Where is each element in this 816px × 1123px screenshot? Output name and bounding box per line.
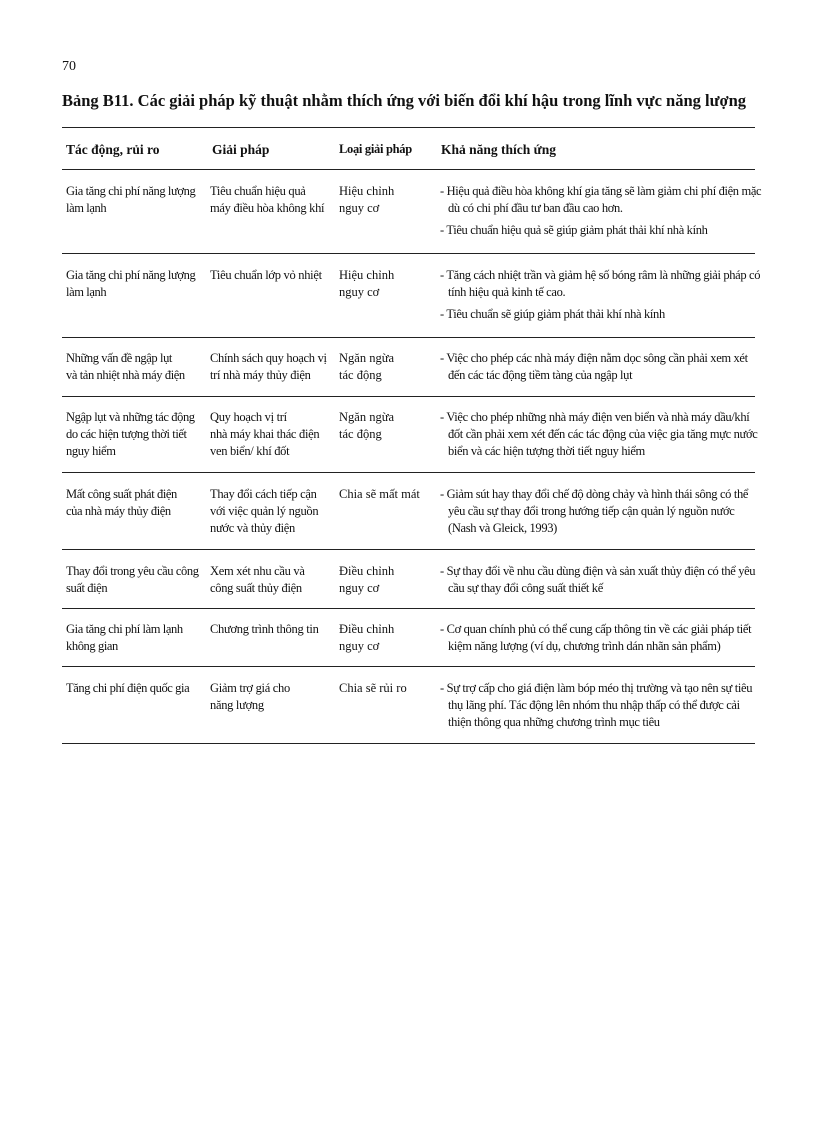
- cell-line: nước và thủy điện: [210, 521, 296, 535]
- cell-line: ven biển/ khí đốt: [210, 444, 290, 458]
- row-5-impact: [66, 486, 208, 520]
- row-3-type: [339, 350, 435, 384]
- row-4-type: [339, 409, 435, 443]
- cell-line: Thay đổi cách tiếp cận: [210, 487, 317, 501]
- cell-line: tác động: [339, 427, 382, 441]
- cell-line: Gia tăng chi phí năng lượng: [66, 268, 196, 282]
- row-3-impact: [66, 350, 208, 384]
- cell-line: Ngăn ngừa: [339, 410, 395, 424]
- capacity-item: - Giảm sút hay thay đổi chế độ dòng chảy và hình thái sông có thể yêu cầu sự thay đổi trong hướng tiếp cận quản lý nguồn nước (Nash và Gleick, 1993): [440, 487, 749, 535]
- row-8-solution: [210, 680, 338, 714]
- cell-line: Chia sẽ mất mát: [339, 487, 420, 501]
- row-5-capacity: [440, 486, 765, 542]
- row-2-type: [339, 267, 435, 301]
- row-3-capacity: [440, 350, 765, 389]
- row-4-solution: [210, 409, 338, 460]
- cell-line: Tiêu chuẩn hiệu quả: [210, 184, 306, 198]
- capacity-item: - Tăng cách nhiệt trần và giảm hệ số bóng râm là những giải pháp có tính hiệu quả kinh tế cao.: [440, 268, 761, 299]
- cell-line: do các hiện tượng thời tiết: [66, 427, 187, 441]
- capacity-item: - Cơ quan chính phủ có thể cung cấp thông tin về các giải pháp tiết kiệm năng lượng (ví dụ, chương trình dán nhãn sản phẩm): [440, 622, 752, 653]
- cell-line: làm lạnh: [66, 201, 107, 215]
- row-rule: [62, 253, 755, 254]
- row-rule: [62, 549, 755, 550]
- row-rule: [62, 666, 755, 667]
- header-impact: Tác động, rủi ro: [66, 142, 160, 157]
- row-rule: [62, 472, 755, 473]
- cell-line: Mất công suất phát điện: [66, 487, 177, 501]
- header-solution: Giải pháp: [212, 142, 270, 157]
- row-8-type: [339, 680, 435, 697]
- cell-line: tác động: [339, 368, 382, 382]
- cell-line: Hiệu chỉnh: [339, 184, 395, 198]
- cell-line: của nhà máy thủy điện: [66, 504, 171, 518]
- cell-line: và tản nhiệt nhà máy điện: [66, 368, 185, 382]
- row-rule: [62, 396, 755, 397]
- capacity-item: - Sự trợ cấp cho giá điện làm bóp méo thị trường và tạo nên sự tiêu thụ lãng phí. Tác động lên nhóm thu nhập thấp có thể được cải thiện thông qua những chương trình mục tiêu: [440, 681, 753, 729]
- cell-line: nguy cơ: [339, 201, 380, 215]
- capacity-item: - Hiệu quả điều hòa không khí gia tăng sẽ làm giảm chi phí điện mặc dù có chi phí đầu tư ban đầu cao hơn.: [440, 184, 762, 215]
- cell-line: công suất thủy điện: [210, 581, 302, 595]
- row-2-impact: [66, 267, 208, 301]
- row-6-capacity: [440, 563, 765, 602]
- cell-line: Ngăn ngừa: [339, 351, 395, 365]
- cell-line: Gia tăng chi phí năng lượng: [66, 184, 196, 198]
- header-capacity: Khả năng thích ứng: [441, 142, 557, 157]
- row-1-capacity: [440, 183, 765, 244]
- row-7-solution: [210, 621, 338, 638]
- row-4-capacity: [440, 409, 765, 465]
- cell-line: Gia tăng chi phí làm lạnh: [66, 622, 183, 636]
- cell-line: Hiệu chỉnh: [339, 268, 395, 282]
- cell-line: máy điều hòa không khí: [210, 201, 325, 215]
- row-6-impact: [66, 563, 208, 597]
- row-2-solution: [210, 267, 338, 284]
- cell-line: trí nhà máy thủy điện: [210, 368, 311, 382]
- row-rule: [62, 608, 755, 609]
- row-3-solution: [210, 350, 338, 384]
- row-2-capacity: [440, 267, 765, 328]
- header-rule: [62, 169, 755, 170]
- cell-line: năng lượng: [210, 698, 264, 712]
- row-6-solution: [210, 563, 338, 597]
- table-bottom-rule: [62, 743, 755, 744]
- cell-line: Chương trình thông tin: [210, 622, 319, 636]
- cell-line: với việc quản lý nguồn: [210, 504, 319, 518]
- table-title: Bảng B11. Các giải pháp kỹ thuật nhằm thích ứng với biến đổi khí hậu trong lĩnh vực năng lượng: [62, 91, 747, 110]
- cell-line: làm lạnh: [66, 285, 107, 299]
- capacity-item: - Tiêu chuẩn hiệu quả sẽ giúp giảm phát thải khí nhà kính: [440, 223, 708, 237]
- cell-line: Điều chỉnh: [339, 622, 395, 636]
- cell-line: Tăng chi phí điện quốc gia: [66, 681, 190, 695]
- cell-line: Chia sẽ rủi ro: [339, 681, 407, 695]
- row-rule: [62, 337, 755, 338]
- row-7-capacity: [440, 621, 765, 660]
- row-1-impact: [66, 183, 208, 217]
- cell-line: nguy cơ: [339, 285, 380, 299]
- row-1-type: [339, 183, 435, 217]
- cell-line: Tiêu chuẩn lớp vỏ nhiệt: [210, 268, 322, 282]
- cell-line: Điều chỉnh: [339, 564, 395, 578]
- cell-line: Giảm trợ giá cho: [210, 681, 290, 695]
- row-8-impact: [66, 680, 208, 697]
- row-7-type: [339, 621, 435, 655]
- row-1-solution: [210, 183, 338, 217]
- capacity-item: - Sự thay đổi về nhu cầu dùng điện và sản xuất thủy điện có thể yêu cầu sự thay đổi công suất thiết kế: [440, 564, 756, 595]
- cell-line: Thay đổi trong yêu cầu công: [66, 564, 199, 578]
- cell-line: không gian: [66, 639, 118, 653]
- capacity-item: - Việc cho phép các nhà máy điện nằm dọc sông cần phải xem xét đến các tác động tiềm tàng của ngập lụt: [440, 351, 748, 382]
- row-4-impact: [66, 409, 208, 460]
- cell-line: Quy hoạch vị trí: [210, 410, 287, 424]
- table-top-rule: [62, 127, 755, 128]
- cell-line: nguy cơ: [339, 639, 380, 653]
- cell-line: suất điện: [66, 581, 108, 595]
- header-type: Loại giải pháp: [339, 142, 412, 156]
- cell-line: nguy cơ: [339, 581, 380, 595]
- row-8-capacity: [440, 680, 765, 736]
- capacity-item: - Tiêu chuẩn sẽ giúp giảm phát thải khí nhà kính: [440, 307, 665, 321]
- page-number: 70: [62, 59, 76, 74]
- row-6-type: [339, 563, 435, 597]
- cell-line: Xem xét nhu cầu và: [210, 564, 305, 578]
- cell-line: Những vấn đề ngập lụt: [66, 351, 172, 365]
- row-5-type: [339, 486, 435, 503]
- row-5-solution: [210, 486, 338, 537]
- cell-line: Ngập lụt và những tác động: [66, 410, 195, 424]
- capacity-item: - Việc cho phép những nhà máy điện ven biển và nhà máy dầu/khí đốt cần phải xem xét đến các tác động của việc gia tăng mực nước biển và các hiện tượng thời tiết nguy hiểm: [440, 410, 758, 458]
- cell-line: Chính sách quy hoạch vị: [210, 351, 327, 365]
- cell-line: nhà máy khai thác điện: [210, 427, 320, 441]
- cell-line: nguy hiểm: [66, 444, 116, 458]
- row-7-impact: [66, 621, 208, 655]
